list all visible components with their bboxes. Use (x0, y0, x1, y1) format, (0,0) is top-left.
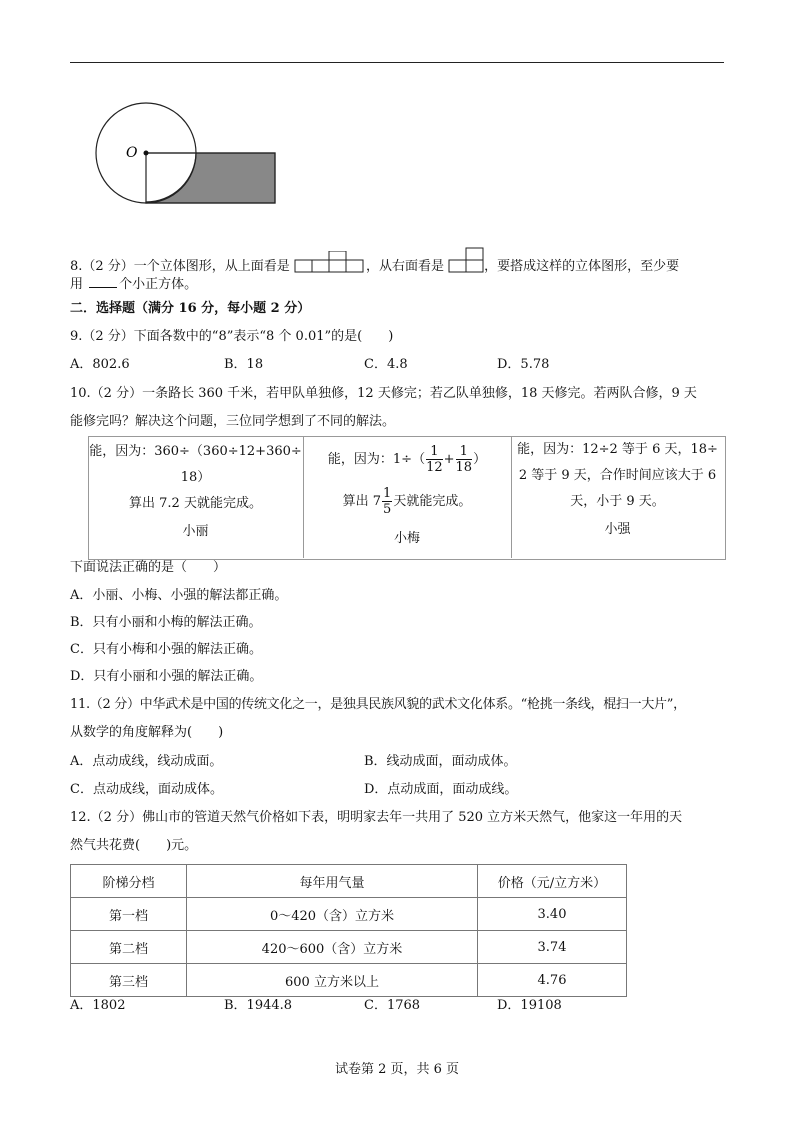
header-rule (70, 62, 724, 63)
mixed-fraction: $\frac{1}{5}$ (383, 486, 392, 517)
xiaoli-line2: 18） (180, 470, 211, 485)
table-row: 第一档 0～420（含）立方米 3.40 (71, 898, 627, 931)
q11-line2: 从数学的角度解释为( ) (70, 725, 224, 740)
circle-rectangle-figure (90, 100, 290, 210)
xiaomei-line2: 算出 7 $\frac{1}{5}$ 天就能完成。 (342, 486, 472, 517)
q10-option-a[interactable]: A．小丽、小梅、小强的解法都正确。 (70, 588, 288, 603)
xiaoqiang-name: 小强 (604, 522, 631, 537)
page-footer: 试卷第 2 页，共 6 页 (334, 1062, 460, 1077)
table-header-row (71, 865, 627, 898)
q8-line2: 用 个小正方体。 (70, 277, 198, 292)
q9-stem: 9.（2 分）下面各数中的“8”表示“8 个 0.01”的是( ) (70, 329, 394, 344)
top-view-icon (294, 251, 366, 273)
q9-option-a[interactable]: A．802.6 (70, 357, 130, 372)
xiaoqiang-line2: 2 等于 9 天，合作时间应该大于 6 (518, 468, 717, 483)
xiaoqiang-line1: 能，因为：12÷2 等于 6 天，18÷ (517, 442, 718, 457)
q9-option-d[interactable]: D．5.78 (497, 357, 550, 372)
q10-option-b[interactable]: B．只有小丽和小梅的解法正确。 (70, 615, 262, 630)
q8-line1: 8.（2 分）一个立体图形，从上面看是 ，从右面看是 ，要搭成这样的立体图形，至少要 (70, 247, 679, 275)
xiaomei-name: 小梅 (393, 531, 420, 546)
fraction: $\frac{1}{18}$ (455, 444, 473, 475)
q10-option-c[interactable]: C．只有小梅和小强的解法正确。 (70, 642, 262, 657)
q11-line1: 11.（2 分）中华武术是中国的传统文化之一，是独具民族风貌的武术文化体系。“枪挑一条线，棍扫一大片”， (70, 697, 686, 712)
q10-line1: 10.（2 分）一条路长 360 千米，若甲队单独修，12 天修完；若乙队单独修，18 天修完。若两队合修，9 天 (70, 386, 697, 401)
table-header: 每年用气量 (187, 865, 478, 898)
q12-option-b[interactable]: B．1944.8 (224, 998, 293, 1013)
gas-price-table (70, 864, 627, 997)
answer-blank[interactable] (89, 275, 117, 288)
q11-option-b[interactable]: B．线动成面，面动成体。 (364, 754, 517, 769)
xiaoli-line3: 算出 7.2 天就能完成。 (129, 496, 262, 511)
q12-line1: 12.（2 分）佛山市的管道天然气价格如下表，明明家去年一共用了 520 立方米天然气，他家这一年用的天 (70, 810, 683, 825)
q12-option-a[interactable]: A．1802 (70, 998, 126, 1013)
q9-option-c[interactable]: C．4.8 (364, 357, 408, 372)
q11-option-c[interactable]: C．点动成线，面动成体。 (70, 782, 223, 797)
q11-option-a[interactable]: A．点动成线，线动成面。 (70, 754, 223, 769)
section2-title: 二．选择题（满分 16 分，每小题 2 分） (70, 301, 311, 316)
xiaoli-name: 小丽 (182, 524, 209, 539)
center-label: O (126, 145, 138, 161)
right-view-icon (448, 247, 484, 273)
q10-question: 下面说法正确的是（ ） (70, 560, 227, 575)
q12-option-d[interactable]: D．19108 (497, 998, 562, 1013)
q10-option-d[interactable]: D．只有小丽和小强的解法正确。 (70, 669, 263, 684)
q12-option-c[interactable]: C．1768 (364, 998, 421, 1013)
table-header: 价格（元/立方米） (478, 865, 627, 898)
xiaoli-line1: 能，因为：360÷（360÷12+360÷ (89, 444, 302, 459)
fraction: $\frac{1}{12}$ (426, 444, 443, 475)
xiaoqiang-line3: 天，小于 9 天。 (570, 494, 665, 509)
xiaomei-line1: 能，因为：1÷（ $\frac{1}{12}$ + $\frac{1}{18}$ ） (327, 444, 487, 475)
table-row: 第三档 600 立方米以上 4.76 (71, 964, 627, 997)
q12-line2: 然气共花费( )元。 (70, 838, 198, 853)
table-row: 第二档 420～600（含）立方米 3.74 (71, 931, 627, 964)
q10-line2: 能修完吗？解决这个问题，三位同学想到了不同的解法。 (70, 414, 396, 429)
table-header: 阶梯分档 (71, 865, 187, 898)
q9-option-b[interactable]: B．18 (224, 357, 264, 372)
q11-option-d[interactable]: D．点动成面，面动成线。 (364, 782, 518, 797)
